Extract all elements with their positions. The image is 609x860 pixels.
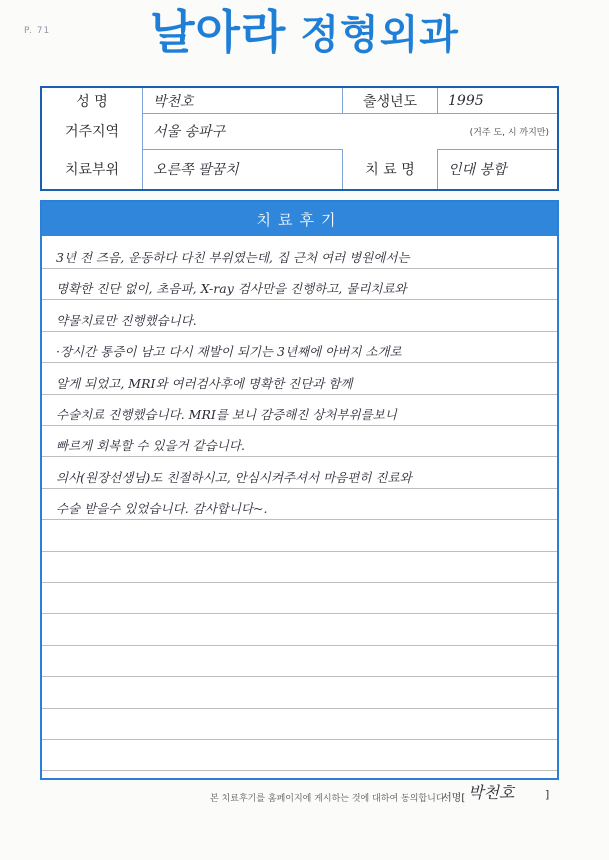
ruled-line <box>42 362 557 363</box>
ruled-line <box>42 645 557 646</box>
corner-mark: P. 71 <box>24 26 51 36</box>
ruled-line <box>42 268 557 269</box>
info-row-treatment <box>42 149 557 189</box>
info-row-name <box>42 88 557 114</box>
name-label: 성 명 <box>42 88 142 113</box>
ruled-line <box>42 299 557 300</box>
ruled-line <box>42 519 557 520</box>
review-line: 명확한 진단 없이, 초음파, X-ray 검사만을 진행하고, 물리치료와 <box>56 281 407 297</box>
clinic-name-main: 날아라 <box>150 5 287 59</box>
review-line: ·장시간 통증이 남고 다시 재발이 되기는 3년째에 아버지 소개로 <box>56 344 402 360</box>
treat-value: 인대 봉합 <box>437 149 557 189</box>
ruled-line <box>42 425 557 426</box>
signature-label: 서명[ <box>442 793 466 804</box>
ruled-line <box>42 394 557 395</box>
signature-bracket: ] <box>545 788 550 801</box>
review-line: 수술 받을수 있었습니다. 감사합니다~. <box>56 501 268 517</box>
treat-label: 치 료 명 <box>342 149 437 189</box>
ruled-line <box>42 488 557 489</box>
ruled-line <box>42 456 557 457</box>
birth-label: 출생년도 <box>342 88 437 113</box>
review-line: 알게 되었고, MRI와 여러검사후에 명확한 진단과 함께 <box>56 375 353 391</box>
ruled-line <box>42 331 557 332</box>
signature-name: 박천호 <box>468 783 515 802</box>
info-row-region <box>42 113 557 150</box>
ruled-line <box>42 739 557 740</box>
review-title: 치료후기 <box>42 202 557 236</box>
clinic-title <box>0 2 609 65</box>
review-line: 의사(원장선생님)도 친절하시고, 안심시켜주셔서 마음편히 진료와 <box>56 469 412 485</box>
patient-info-table <box>40 86 559 191</box>
review-line: 3년 전 즈음, 운동하다 다친 부위였는데, 집 근처 여러 병원에서는 <box>56 250 410 265</box>
part-value: 오른쪽 팔꿈치 <box>142 149 342 189</box>
clinic-name-sub: 정형외과 <box>300 12 459 58</box>
region-label: 거주지역 <box>42 113 142 149</box>
region-value: 서울 송파구 <box>142 113 557 149</box>
ruled-line <box>42 676 557 677</box>
ruled-line <box>42 613 557 614</box>
name-value: 박천호 <box>142 88 342 113</box>
ruled-line <box>42 551 557 552</box>
review-line: 수술치료 진행했습니다. MRI를 보니 감증해진 상처부위를보니 <box>56 407 397 422</box>
ruled-line <box>42 708 557 709</box>
review-panel <box>40 200 559 780</box>
ruled-line <box>42 770 557 771</box>
review-line: 빠르게 회복할 수 있을거 같습니다. <box>56 438 245 454</box>
ruled-line <box>42 582 557 583</box>
part-label: 치료부위 <box>42 149 142 189</box>
region-hint: (거주 도, 시 까지만) <box>469 127 549 138</box>
consent-text: 본 치료후기를 홈페이지에 게시하는 것에 대하여 동의합니다. <box>210 794 448 804</box>
review-line: 약물치료만 진행했습니다. <box>56 312 197 328</box>
birth-value: 1995 <box>437 88 557 113</box>
